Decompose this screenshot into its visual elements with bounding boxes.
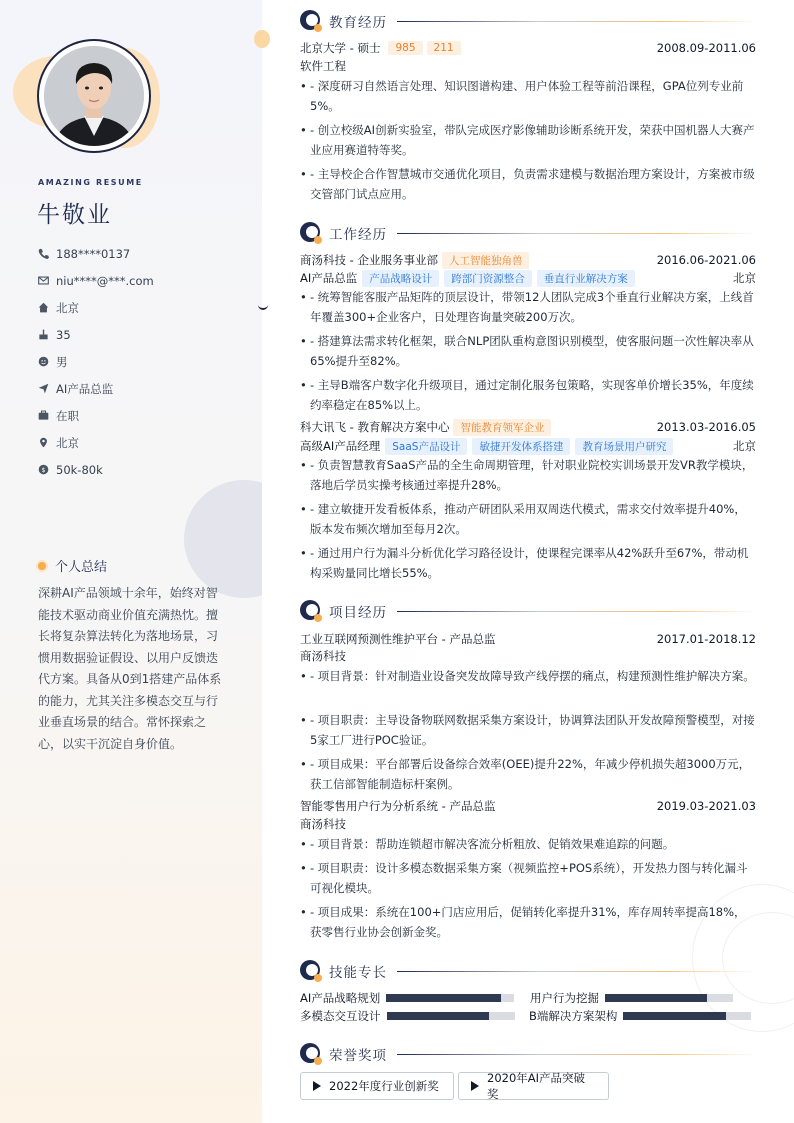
list-item: • - 项目背景：帮助连锁超市解决客流分析粗放、促销效果难追踪的问题。: [300, 837, 675, 851]
phone-text: 188****0137: [56, 246, 131, 261]
city: 北京: [733, 271, 756, 285]
project-header-row: [300, 797, 756, 815]
school-name: 北京大学 - 硕士: [300, 41, 381, 55]
info-item-position: [38, 375, 154, 402]
info-item-phone: [38, 240, 154, 267]
tag: 教育场景用户研究: [575, 438, 673, 455]
tagline: AMAZING RESUME: [38, 178, 143, 187]
section-icon: [300, 10, 322, 32]
position-text: AI产品总监: [56, 381, 114, 396]
info-item-gender: [38, 348, 154, 375]
list-item: • - 项目成果：系统在100+门店应用后，促销转化率提升31%，库存周转率提高18%，获零售行业协会创新金奖。: [300, 905, 746, 939]
skill-item: [529, 1008, 751, 1024]
date-range: 2019.03-2021.03: [656, 799, 756, 813]
list-item: • - 通过用户行为漏斗分析优化学习路径设计，使课程完课率从42%跃升至67%，带动机构采购量同比增长55%。: [300, 546, 749, 580]
age-text: 35: [56, 327, 71, 342]
summary-header: [36, 556, 107, 575]
company-name: 商汤科技 - 企业服务事业部: [300, 253, 438, 267]
work-role-row: [300, 269, 756, 287]
list-item: • - 项目背景：针对制造业设备突发故障导致产线停摆的痛点，构建预测性维护解决方案。: [300, 669, 755, 683]
bullet-dot-icon: [36, 560, 48, 572]
list-item: • - 项目成果：平台部署后设备综合效率(OEE)提升22%，年减少停机损失超3000万元，获工信部智能制造标杆案例。: [300, 757, 751, 791]
skill-name: 多模态交互设计: [300, 1009, 381, 1023]
skill-bar-fill: [623, 1012, 725, 1020]
badge: 985: [388, 41, 422, 55]
section-divider: [397, 611, 756, 612]
project-company: 商汤科技: [300, 649, 346, 663]
section-title: 教育经历: [329, 15, 387, 31]
list-item: • - 搭建算法需求转化框架，联合NLP团队重构意图识别模型，使客服问题一次性解决率从65%提升至82%。: [300, 334, 754, 368]
skill-bar-fill: [386, 994, 501, 1002]
section-title: 荣誉奖项: [329, 1048, 387, 1064]
project-title: 工业互联网预测性维护平台 - 产品总监: [300, 632, 496, 646]
section-icon: [300, 960, 322, 982]
skill-name: 用户行为挖掘: [530, 991, 599, 1005]
summary-text: 深耕AI产品领域十余年，始终对智能技术驱动商业价值充满热忱。擅长将复杂算法转化为落地场景，习惯用数据验证假设、以用户反馈迭代方案。具备从0到1搭建产品体系的能力，尤其关注多模态交互与行业垂直场景的结合。常怀探索之心，以实干沉淀自身价值。: [38, 586, 222, 751]
project-company: 商汤科技: [300, 817, 346, 831]
section-header-awards: [300, 1043, 756, 1065]
section-divider: [397, 1054, 756, 1055]
company-name: 科大讯飞 - 教育解决方案中心: [300, 420, 450, 434]
play-triangle-icon: [471, 1081, 479, 1091]
skill-item: [300, 990, 514, 1006]
skill-bar: [387, 1012, 515, 1020]
send-icon: [38, 383, 49, 394]
skill-bar: [605, 994, 733, 1002]
section-title: 技能专长: [329, 965, 387, 981]
work-header-row: [300, 418, 756, 436]
location-icon: [38, 437, 49, 448]
list-item: • - 主导B端客户数字化升级项目，通过定制化服务包策略，实现客单价增长35%，年度续约率稳定在85%以上。: [300, 378, 754, 412]
gender-icon: [38, 356, 49, 367]
job-title: AI产品总监: [300, 271, 358, 285]
candidate-name: 牛敬业: [37, 202, 112, 228]
skill-item: [300, 1008, 515, 1024]
section-divider: [397, 21, 756, 22]
badge: 智能教育领军企业: [453, 419, 551, 436]
summary-title: 个人总结: [55, 560, 108, 575]
section-header-skills: [300, 960, 756, 982]
hometown-text: 北京: [56, 300, 79, 315]
education-row: [300, 39, 756, 57]
list-item: • - 项目职责：设计多模态数据采集方案（视频监控+POS系统），开发热力图与转化漏斗可视化模块。: [300, 861, 748, 895]
gender-text: 男: [56, 354, 68, 369]
phone-icon: [38, 248, 49, 259]
badge: 211: [427, 41, 461, 55]
avatar-frame: [37, 39, 151, 153]
section-icon: [300, 600, 322, 622]
section-title: 项目经历: [329, 605, 387, 621]
tag: 跨部门资源整合: [444, 270, 532, 287]
city: 北京: [733, 439, 756, 453]
info-item-age: [38, 321, 154, 348]
date-range: 2017.01-2018.12: [656, 632, 756, 646]
award-item: [300, 1072, 454, 1100]
badge: 人工智能独角兽: [442, 252, 530, 269]
list-item: • - 项目职责：主导设备物联网数据采集方案设计，协调算法团队开发故障预警模型，对接5家工厂进行POC验证。: [300, 713, 755, 747]
sidebar: [0, 0, 262, 1123]
major: 软件工程: [300, 59, 346, 73]
list-item: • - 统筹智能客服产品矩阵的顶层设计，带领12人团队完成3个垂直行业解决方案，上线首年覆盖300+企业客户，日处理咨询量突破200万次。: [300, 290, 754, 324]
date-range: 2008.09-2011.06: [656, 41, 756, 55]
section-divider: [397, 971, 756, 972]
section-header-education: [300, 10, 756, 32]
list-item: • - 创立校级AI创新实验室，带队完成医疗影像辅助诊断系统开发，荣获中国机器人大赛产业应用赛道特等奖。: [300, 123, 755, 157]
tag: SaaS产品设计: [385, 438, 467, 455]
award-label: 2022年度行业创新奖: [329, 1079, 439, 1093]
section-divider: [397, 233, 756, 234]
skill-name: B端解决方案架构: [529, 1009, 618, 1023]
section-icon: [300, 1043, 322, 1065]
home-icon: [38, 302, 49, 313]
briefcase-icon: [38, 410, 49, 421]
date-range: 2013.03-2016.05: [656, 420, 756, 434]
work-header-row: [300, 251, 756, 269]
date-range: 2016.06-2021.06: [656, 253, 756, 267]
skill-bar: [623, 1012, 751, 1020]
list-item: • - 主导校企合作智慧城市交通优化项目，负责需求建模与数据治理方案设计，方案被市级交管部门试点应用。: [300, 167, 755, 201]
salary-icon: [38, 464, 49, 475]
job-title: 高级AI产品经理: [300, 439, 381, 453]
skill-bar-fill: [605, 994, 707, 1002]
project-header-row: [300, 630, 756, 648]
section-icon: [300, 222, 322, 244]
play-triangle-icon: [313, 1081, 321, 1091]
section-header-work: [300, 222, 756, 244]
award-label: 2020年AI产品突破奖: [487, 1071, 586, 1101]
mail-icon: [38, 275, 49, 286]
skill-bar: [386, 994, 514, 1002]
tag: 垂直行业解决方案: [537, 270, 635, 287]
avatar-portrait: [44, 46, 144, 146]
list-item: • - 深度研习自然语言处理、知识图谱构建、用户体验工程等前沿课程，GPA位列专业前5%。: [300, 79, 744, 113]
info-item-hometown: [38, 294, 154, 321]
tag: 产品战略设计: [362, 270, 439, 287]
skill-item: [530, 990, 733, 1006]
cake-icon: [38, 329, 49, 340]
contact-info-list: [38, 240, 154, 483]
section-header-projects: [300, 600, 756, 622]
city-text: 北京: [56, 435, 79, 450]
info-item-salary: [38, 456, 154, 483]
project-title: 智能零售用户行为分析系统 - 产品总监: [300, 799, 496, 813]
list-item: • - 建立敏捷开发看板体系，推动产研团队采用双周迭代模式，需求交付效率提升40%，版本发布频次增加至每月2次。: [300, 502, 746, 536]
status-text: 在职: [56, 408, 79, 423]
decor-circle: [184, 480, 262, 598]
work-role-row: [300, 437, 756, 455]
decor-dot: [254, 30, 270, 48]
award-item: [458, 1072, 609, 1100]
salary-text: 50k-80k: [56, 462, 103, 477]
info-item-status: [38, 402, 154, 429]
skill-name: AI产品战略规划: [300, 991, 381, 1005]
info-item-city: [38, 429, 154, 456]
section-title: 工作经历: [329, 227, 387, 243]
skill-bar-fill: [387, 1012, 489, 1020]
list-item: • - 负责智慧教育SaaS产品的全生命周期管理，针对职业院校实训场景开发VR教学模块，落地后学员实操考核通过率提升28%。: [300, 458, 754, 492]
tag: 敏捷开发体系搭建: [472, 438, 570, 455]
avatar: [44, 46, 144, 146]
info-item-email: [38, 267, 154, 294]
email-text: niu****@***.com: [56, 273, 154, 288]
decor-dot: [258, 300, 268, 310]
svg-text:$: $: [41, 466, 46, 474]
